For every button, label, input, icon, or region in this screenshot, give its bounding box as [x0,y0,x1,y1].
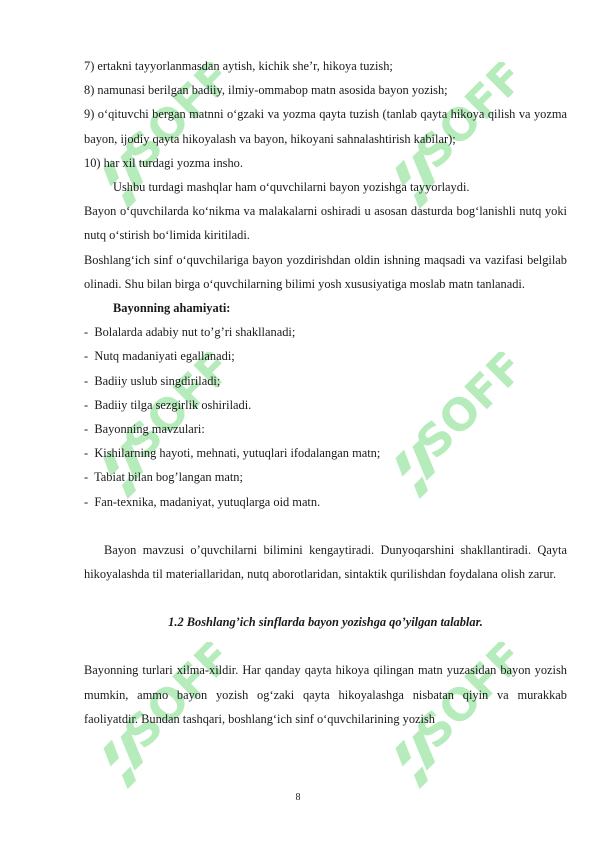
list-item-8: 8) namunasi berilgan badiiy, ilmiy-ommabop matn asosida bayon yozish; [84,83,448,98]
paragraph-topic: Bayon mavzusi o’quvchilarni bilimini kengaytiradi. Dunyoqarshini shakllantiradi. Qayta hikoyalashda til materiallaridan, nutq aborotlaridan, sintaktik qurilishdan foydalana olish zarur. [84,542,567,582]
svg-text:SOFF: SOFF [406,642,520,759]
list-item: - Bayonning mavzulari: [84,417,567,441]
list-item: - Badiiy tilga sezgirlik oshiriladi. [84,393,567,417]
importance-heading: Bayonning ahamiyati: [113,301,231,316]
paragraph-preparation: Boshlang‘ich sinf o‘quvchilariga bayon yozdirishdan oldin ishning maqsadi va vazifasi belgilab olinadi. Shu bilan birga o‘quvchilarning bilimi yosh xususiyatiga moslab matn tanlanadi. [84,252,567,291]
svg-text:SOFF: SOFF [114,62,228,179]
list-item: - Kishilarning hayoti, mehnati, yutuqlari ifodalangan matn; [84,441,567,465]
spacer [84,634,567,658]
paragraph-skills: Bayon o‘quvchilarda ko‘nikma va malakalarni oshiradi u asosan dasturda bog‘lanishli nutq yoki nutq o‘stirish bo‘limida kiritiladi. [84,204,567,243]
page-number: 8 [295,792,301,803]
list-item-9: 9) o‘qituvchi bergan matnni o‘gzaki va yozma qayta tuzish (tanlab qayta hikoya qilish va yozma bayon, ijodiy qayta hikoyalash va bayon, hikoyani sahnalashtirish kabilar); [84,107,567,146]
list-item: - Bolalarda adabiy nut to’g’ri shakllanadi; [84,320,567,344]
paragraph-exercises: Ushbu turdagi mashqlar ham o‘quvchilarni bayon yozishga tayyorlaydi. [113,180,470,195]
svg-text:SOFF: SOFF [114,352,228,469]
section-title: 1.2 Boshlang’ich sinflarda bayon yozishga qo’yilgan talablar. [168,615,483,630]
spacer [84,586,567,610]
list-item-10: 10) har xil turdagi yozma insho. [84,155,243,170]
svg-text:SOFF: SOFF [114,642,228,759]
list-item: - Fan-texnika, madaniyat, yutuqlarga oid matn. [84,490,567,514]
list-item: - Badiiy uslub singdiriladi; [84,369,567,393]
svg-text:SOFF: SOFF [406,352,520,469]
list-item-7: 7) ertakni tayyorlanmasdan aytish, kichik she’r, hikoya tuzish; [84,59,393,73]
list-item: - Tabiat bilan bog’langan matn; [84,465,567,489]
paragraph-types: Bayonning turlari xilma-xildir. Har qanday qayta hikoya qilingan matn yuzasidan bayon yozish mumkin, ammo bayon yozish og‘zaki qayta hikoyalashga nisbatan qiyin va murakkab faoliyatdir. Bundan tashqari, boshlang‘ich sinf o‘quvchilarining yozish [84,663,567,726]
list-item: - Nutq madaniyati egallanadi; [84,344,567,368]
svg-text:SOFF: SOFF [406,62,520,179]
spacer [84,514,567,538]
page-body [84,54,567,731]
